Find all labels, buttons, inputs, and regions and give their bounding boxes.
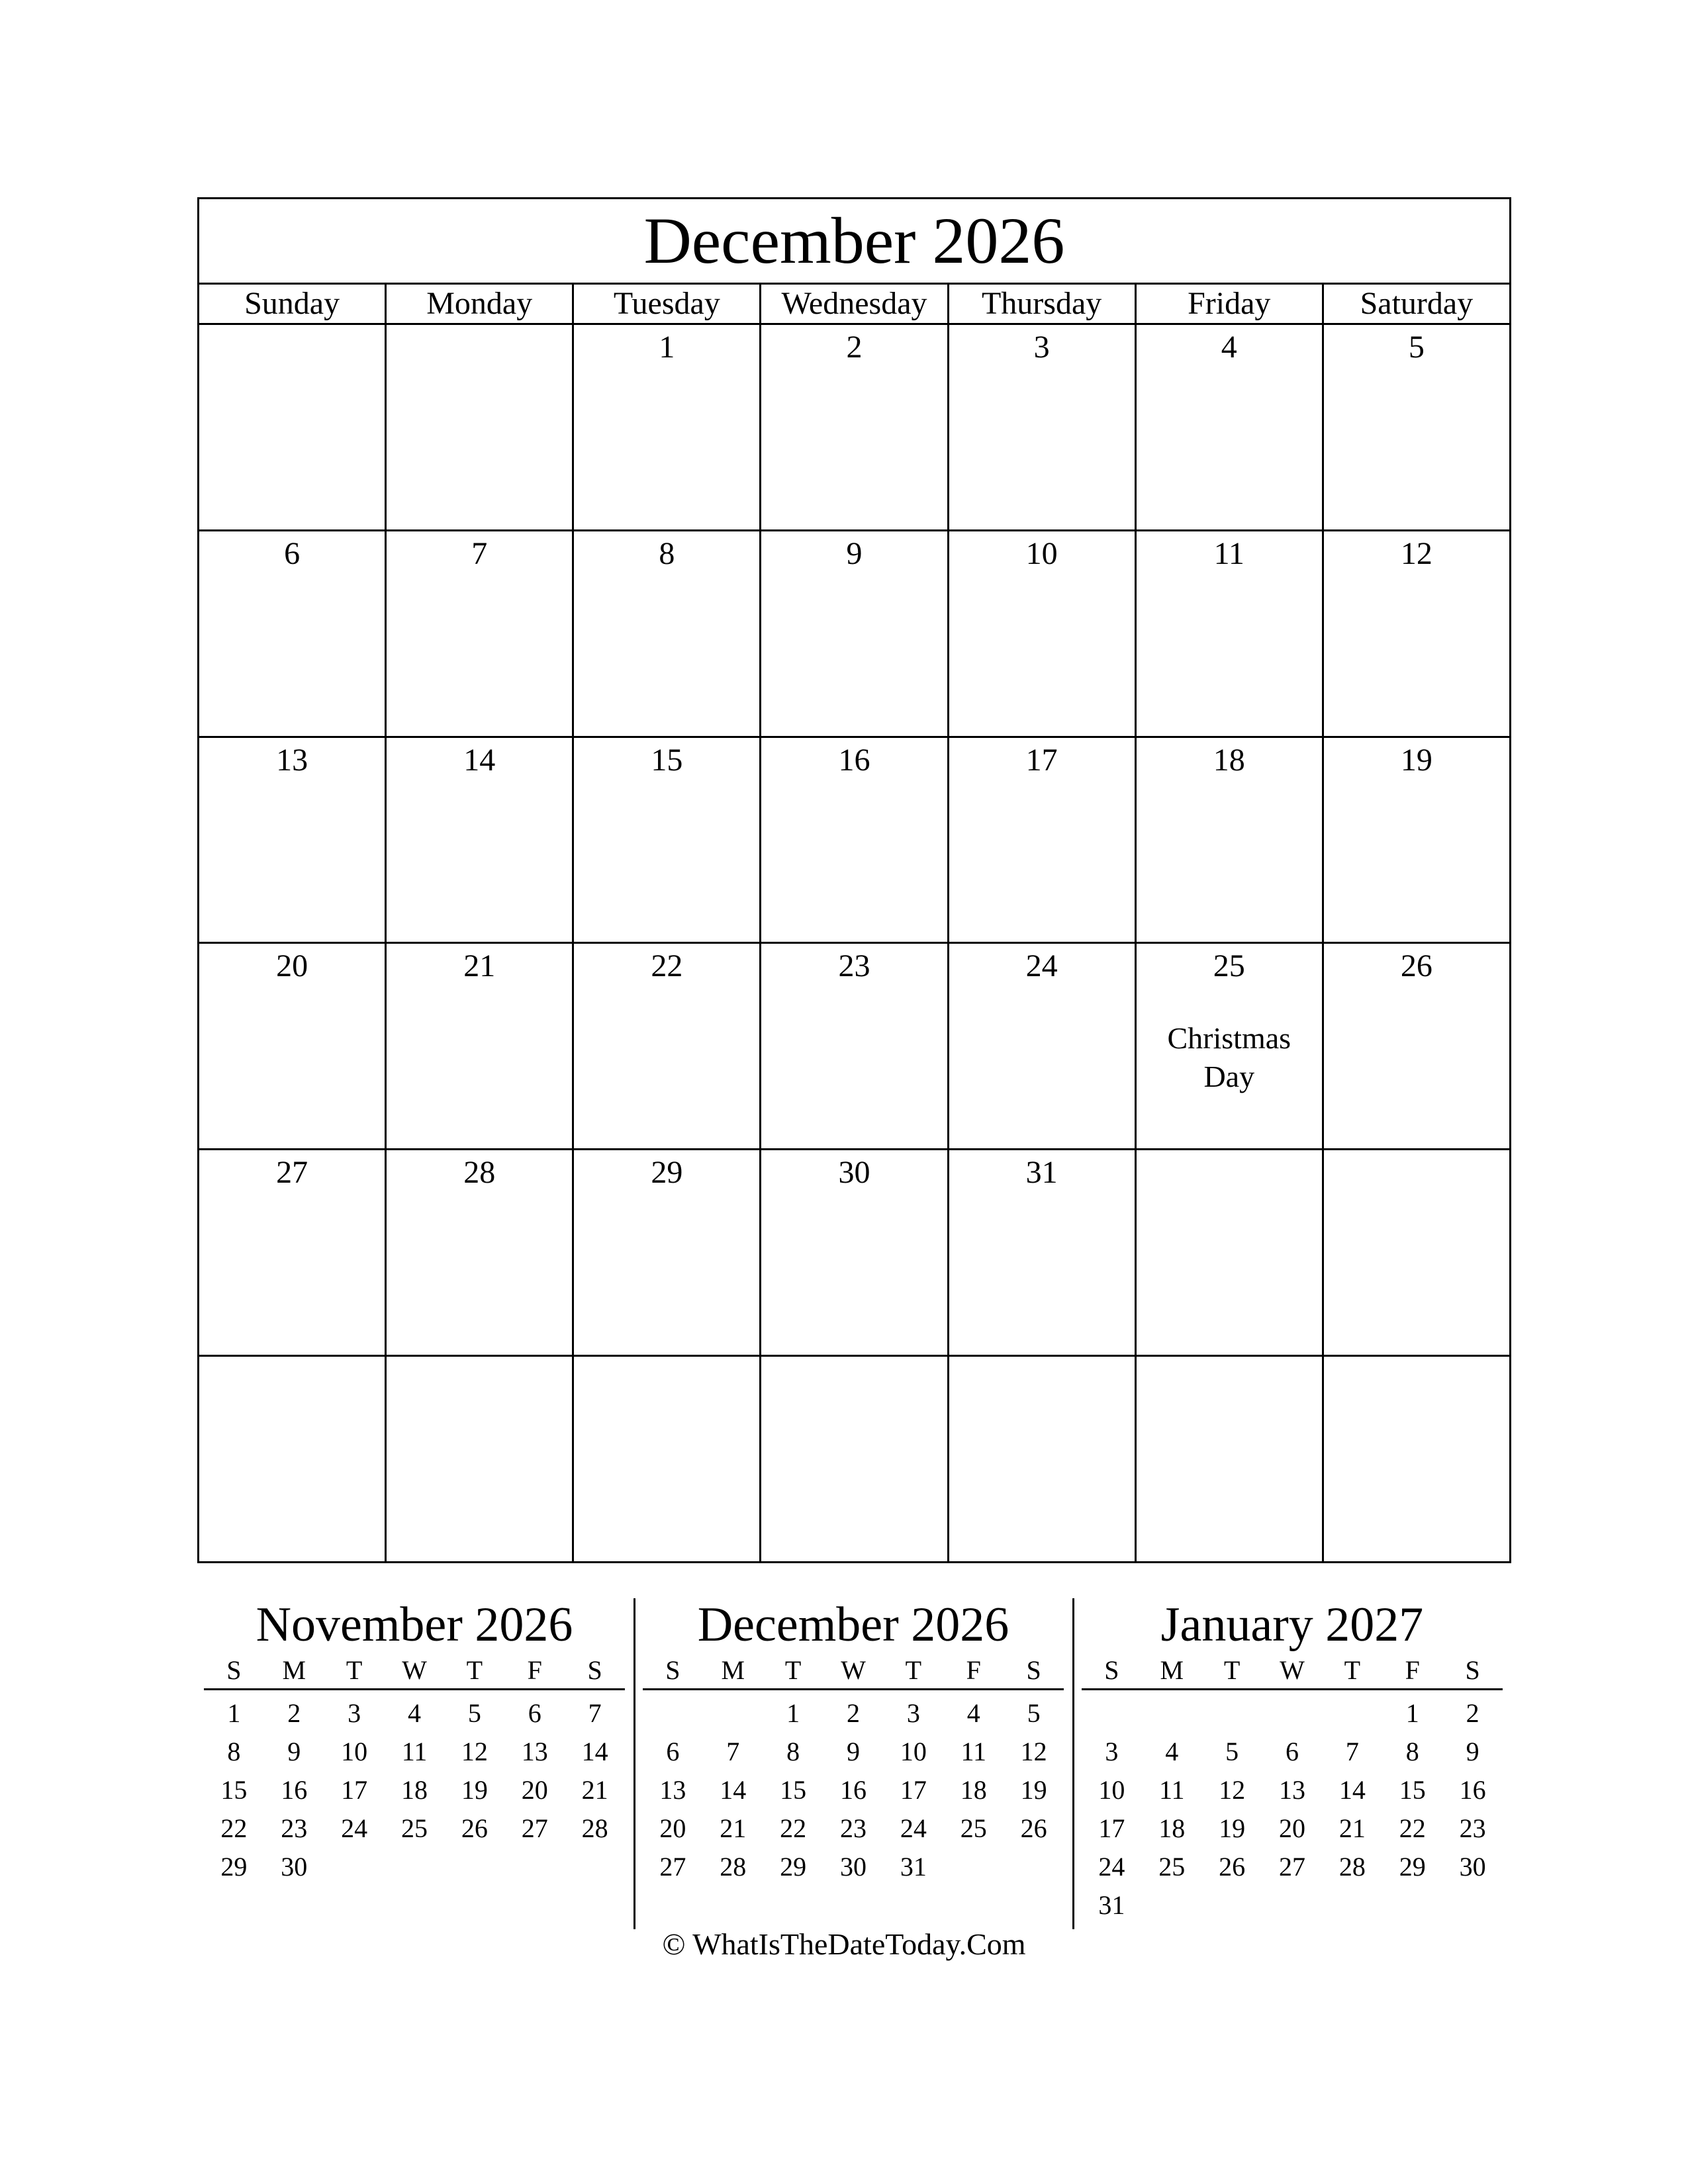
day-cell (1137, 738, 1324, 942)
day-number: 6 (284, 535, 301, 571)
mini-weekday-letter: F (966, 1655, 981, 1685)
mini-day-number: 4 (1165, 1737, 1179, 1766)
mini-day-number: 12 (461, 1737, 488, 1766)
week-row (199, 1150, 1509, 1357)
mini-day-number: 13 (659, 1775, 686, 1805)
day-cell (387, 1357, 574, 1561)
mini-weekday-letter: T (1223, 1655, 1241, 1685)
day-cell (1324, 531, 1509, 736)
mini-day-number: 8 (786, 1737, 800, 1766)
mini-weekday-letter: M (1160, 1655, 1184, 1685)
mini-day-number: 15 (1399, 1775, 1426, 1805)
day-number: 27 (276, 1155, 308, 1191)
mini-day-number: 20 (659, 1813, 686, 1843)
day-number: 8 (659, 535, 675, 571)
day-number: 1 (659, 330, 675, 365)
mini-weekday-letter: F (1405, 1655, 1420, 1685)
mini-day-number: 7 (1345, 1737, 1359, 1766)
mini-day-number: 28 (1338, 1852, 1366, 1882)
day-number: 31 (1025, 1155, 1058, 1191)
month-calendar (197, 197, 1511, 1563)
mini-day-number: 14 (720, 1775, 747, 1805)
mini-day-number: 22 (780, 1813, 807, 1843)
mini-day-number: 11 (1159, 1775, 1185, 1805)
day-number: 14 (463, 742, 496, 778)
mini-weekday-letter: T (905, 1655, 922, 1685)
weekday-header-friday: Friday (1137, 285, 1324, 323)
day-number: 7 (471, 535, 488, 571)
day-number: 20 (276, 948, 308, 984)
mini-weekday-header (1082, 1655, 1503, 1690)
mini-day-number: 1 (786, 1698, 800, 1728)
holiday-label: Christmas Day (1167, 1021, 1291, 1094)
day-cell (761, 1357, 949, 1561)
day-cell (761, 1150, 949, 1355)
mini-day-number: 14 (1338, 1775, 1366, 1805)
day-number: 25 (1213, 948, 1245, 984)
day-number: 12 (1400, 535, 1432, 571)
mini-day-number: 30 (1459, 1852, 1486, 1882)
mini-weekday-header (643, 1655, 1064, 1690)
day-cell (761, 325, 949, 529)
day-cell (199, 531, 387, 736)
day-cell (761, 531, 949, 736)
day-cell (1324, 1357, 1509, 1561)
mini-day-number (703, 1694, 763, 1733)
mini-day-number: 23 (839, 1813, 867, 1843)
day-cell (1137, 531, 1324, 736)
mini-day-number: 19 (461, 1775, 488, 1805)
day-number: 2 (846, 330, 863, 365)
mini-days-grid (1082, 1694, 1503, 1925)
day-cell (1137, 1357, 1324, 1561)
mini-day-number: 13 (521, 1737, 548, 1766)
mini-weekday-letter: W (1280, 1655, 1305, 1685)
weekday-header-tuesday: Tuesday (574, 285, 761, 323)
mini-day-number: 29 (780, 1852, 807, 1882)
mini-day-number: 16 (839, 1775, 867, 1805)
day-cell (387, 738, 574, 942)
mini-day-number: 30 (281, 1852, 308, 1882)
week-row (199, 738, 1509, 944)
day-cell (387, 1150, 574, 1355)
mini-day-number (1262, 1694, 1323, 1733)
mini-day-number: 3 (906, 1698, 920, 1728)
mini-day-number: 4 (966, 1698, 980, 1728)
week-row (199, 325, 1509, 531)
mini-weekday-letter: T (1344, 1655, 1361, 1685)
mini-day-number (1202, 1694, 1262, 1733)
mini-day-number: 29 (220, 1852, 248, 1882)
mini-day-number: 13 (1278, 1775, 1305, 1805)
mini-day-number: 28 (720, 1852, 747, 1882)
weekday-header-wednesday: Wednesday (761, 285, 949, 323)
day-cell (1137, 1150, 1324, 1355)
mini-day-number (643, 1694, 703, 1733)
mini-day-number: 27 (659, 1852, 686, 1882)
mini-day-number: 14 (581, 1737, 608, 1766)
day-cell (574, 944, 761, 1148)
mini-day-number: 9 (1466, 1737, 1479, 1766)
mini-weekday-letter: M (721, 1655, 745, 1685)
mini-day-number: 5 (467, 1698, 481, 1728)
weekday-header-row (199, 285, 1509, 325)
day-cell (949, 531, 1137, 736)
mini-weekday-letter: T (466, 1655, 483, 1685)
mini-day-number: 9 (287, 1737, 301, 1766)
day-cell (1324, 325, 1509, 529)
mini-day-number: 4 (407, 1698, 421, 1728)
day-number: 13 (276, 742, 308, 778)
calendar-grid (199, 325, 1509, 1561)
mini-day-number: 12 (1020, 1737, 1047, 1766)
mini-weekday-letter: W (841, 1655, 866, 1685)
mini-day-number: 30 (839, 1852, 867, 1882)
mini-day-number: 9 (846, 1737, 860, 1766)
week-row (199, 1357, 1509, 1561)
day-number: 30 (838, 1155, 870, 1191)
day-cell (387, 531, 574, 736)
day-cell (574, 531, 761, 736)
mini-day-number (1142, 1694, 1202, 1733)
mini-day-number: 5 (1225, 1737, 1239, 1766)
mini-day-number: 21 (581, 1775, 608, 1805)
mini-day-number: 6 (1285, 1737, 1299, 1766)
day-number: 24 (1025, 948, 1058, 984)
weekday-header-sunday: Sunday (199, 285, 387, 323)
mini-day-number: 11 (961, 1737, 986, 1766)
mini-weekday-letter: F (527, 1655, 542, 1685)
day-number: 26 (1400, 948, 1432, 984)
mini-day-number: 10 (341, 1737, 368, 1766)
mini-day-number: 5 (1027, 1698, 1041, 1728)
mini-day-number: 1 (227, 1698, 241, 1728)
mini-day-number: 10 (1098, 1775, 1125, 1805)
mini-day-number: 16 (281, 1775, 308, 1805)
weekday-header-monday: Monday (387, 285, 574, 323)
day-number: 17 (1025, 742, 1058, 778)
day-cell (199, 1357, 387, 1561)
mini-day-number: 31 (1098, 1890, 1125, 1920)
mini-day-number: 18 (960, 1775, 987, 1805)
mini-day-number: 25 (1158, 1852, 1186, 1882)
mini-weekday-letter: W (402, 1655, 427, 1685)
mini-day-number: 10 (900, 1737, 927, 1766)
mini-day-number: 24 (1098, 1852, 1125, 1882)
mini-day-number: 7 (588, 1698, 602, 1728)
mini-day-number: 7 (726, 1737, 740, 1766)
mini-day-number: 26 (1020, 1813, 1047, 1843)
mini-day-number: 15 (220, 1775, 248, 1805)
mini-day-number: 3 (1105, 1737, 1119, 1766)
mini-calendar-title: December 2026 (697, 1598, 1009, 1652)
mini-day-number: 29 (1399, 1852, 1426, 1882)
mini-days-grid (204, 1694, 625, 1886)
mini-day-number: 24 (341, 1813, 368, 1843)
mini-day-number: 22 (220, 1813, 248, 1843)
day-cell (574, 738, 761, 942)
mini-day-number: 2 (1466, 1698, 1479, 1728)
mini-weekday-letter: S (587, 1655, 602, 1685)
mini-day-number: 16 (1459, 1775, 1486, 1805)
calendar-title: December 2026 (199, 199, 1509, 285)
mini-day-number: 22 (1399, 1813, 1426, 1843)
mini-calendar-title: January 2027 (1160, 1598, 1424, 1652)
day-number: 16 (838, 742, 870, 778)
day-cell (1137, 944, 1324, 1148)
mini-weekday-letter: S (665, 1655, 680, 1685)
day-cell (949, 738, 1137, 942)
mini-day-number: 21 (1338, 1813, 1366, 1843)
mini-day-number: 19 (1219, 1813, 1246, 1843)
mini-calendar (643, 1598, 1064, 1886)
mini-day-number: 3 (348, 1698, 361, 1728)
day-cell (949, 1150, 1137, 1355)
mini-day-number: 19 (1020, 1775, 1047, 1805)
weekday-header-saturday: Saturday (1360, 286, 1474, 321)
day-cell (199, 738, 387, 942)
day-number: 10 (1025, 535, 1058, 571)
day-number: 5 (1408, 330, 1425, 365)
mini-day-number (1322, 1694, 1382, 1733)
mini-day-number: 2 (287, 1698, 301, 1728)
mini-calendars (204, 1598, 1503, 1929)
day-number: 9 (846, 535, 863, 571)
day-number: 22 (651, 948, 683, 984)
mini-days-grid (643, 1694, 1064, 1886)
mini-day-number: 18 (1158, 1813, 1186, 1843)
mini-day-number: 25 (400, 1813, 428, 1843)
day-cell (949, 325, 1137, 529)
mini-day-number: 2 (846, 1698, 860, 1728)
mini-weekday-header (204, 1655, 625, 1690)
mini-day-number: 6 (528, 1698, 541, 1728)
mini-day-number (1082, 1694, 1142, 1733)
day-number: 4 (1221, 330, 1237, 365)
mini-day-number: 12 (1219, 1775, 1246, 1805)
mini-weekday-letter: S (1104, 1655, 1119, 1685)
mini-day-number: 1 (1405, 1698, 1419, 1728)
mini-day-number: 11 (401, 1737, 428, 1766)
mini-day-number: 23 (281, 1813, 308, 1843)
day-number: 11 (1213, 535, 1244, 571)
mini-day-number: 26 (461, 1813, 488, 1843)
day-cell (199, 1150, 387, 1355)
mini-day-number: 20 (521, 1775, 548, 1805)
week-row (199, 531, 1509, 738)
mini-weekday-letter: M (282, 1655, 306, 1685)
mini-day-number: 27 (521, 1813, 548, 1843)
mini-day-number: 27 (1278, 1852, 1305, 1882)
mini-day-number: 25 (960, 1813, 987, 1843)
mini-day-number: 6 (666, 1737, 680, 1766)
day-cell (574, 1357, 761, 1561)
weekday-header-thursday: Thursday (949, 285, 1137, 323)
day-cell (1137, 325, 1324, 529)
day-cell (387, 944, 574, 1148)
mini-weekday-letter: T (784, 1655, 802, 1685)
mini-day-number: 15 (780, 1775, 807, 1805)
day-number: 18 (1213, 742, 1245, 778)
day-number: 15 (651, 742, 683, 778)
mini-calendar-divider (633, 1598, 635, 1929)
day-cell (1324, 944, 1509, 1148)
day-cell (949, 944, 1137, 1148)
day-cell (949, 1357, 1137, 1561)
copyright-footer: © WhatIsTheDateToday.Com (662, 1927, 1026, 1961)
mini-calendar-title: November 2026 (256, 1598, 573, 1652)
mini-day-number: 8 (1405, 1737, 1419, 1766)
day-cell (761, 738, 949, 942)
mini-weekday-letter: S (1465, 1655, 1480, 1685)
mini-day-number: 17 (1098, 1813, 1125, 1843)
mini-day-number: 20 (1278, 1813, 1305, 1843)
mini-calendar-divider (1072, 1598, 1074, 1929)
mini-day-number: 18 (400, 1775, 428, 1805)
day-cell (574, 325, 761, 529)
mini-weekday-letter: S (226, 1655, 242, 1685)
mini-day-number: 17 (900, 1775, 927, 1805)
day-cell (574, 1150, 761, 1355)
mini-day-number: 21 (720, 1813, 747, 1843)
day-number: 23 (838, 948, 870, 984)
day-cell (199, 325, 387, 529)
mini-day-number: 28 (581, 1813, 608, 1843)
mini-day-number: 17 (341, 1775, 368, 1805)
week-row (199, 944, 1509, 1150)
mini-day-number: 24 (900, 1813, 927, 1843)
day-number: 3 (1033, 330, 1050, 365)
mini-calendar (204, 1598, 625, 1886)
day-cell (1324, 738, 1509, 942)
day-number: 21 (463, 948, 496, 984)
day-number: 29 (651, 1155, 683, 1191)
mini-day-number: 23 (1459, 1813, 1486, 1843)
day-cell (199, 944, 387, 1148)
mini-day-number: 31 (900, 1852, 927, 1882)
mini-weekday-letter: T (346, 1655, 363, 1685)
mini-weekday-letter: S (1026, 1655, 1041, 1685)
mini-day-number: 8 (227, 1737, 241, 1766)
day-cell (387, 325, 574, 529)
mini-day-number: 26 (1219, 1852, 1246, 1882)
day-number: 28 (463, 1155, 496, 1191)
day-cell (1324, 1150, 1509, 1355)
mini-calendar (1082, 1598, 1503, 1925)
day-cell (761, 944, 949, 1148)
day-number: 19 (1400, 742, 1432, 778)
